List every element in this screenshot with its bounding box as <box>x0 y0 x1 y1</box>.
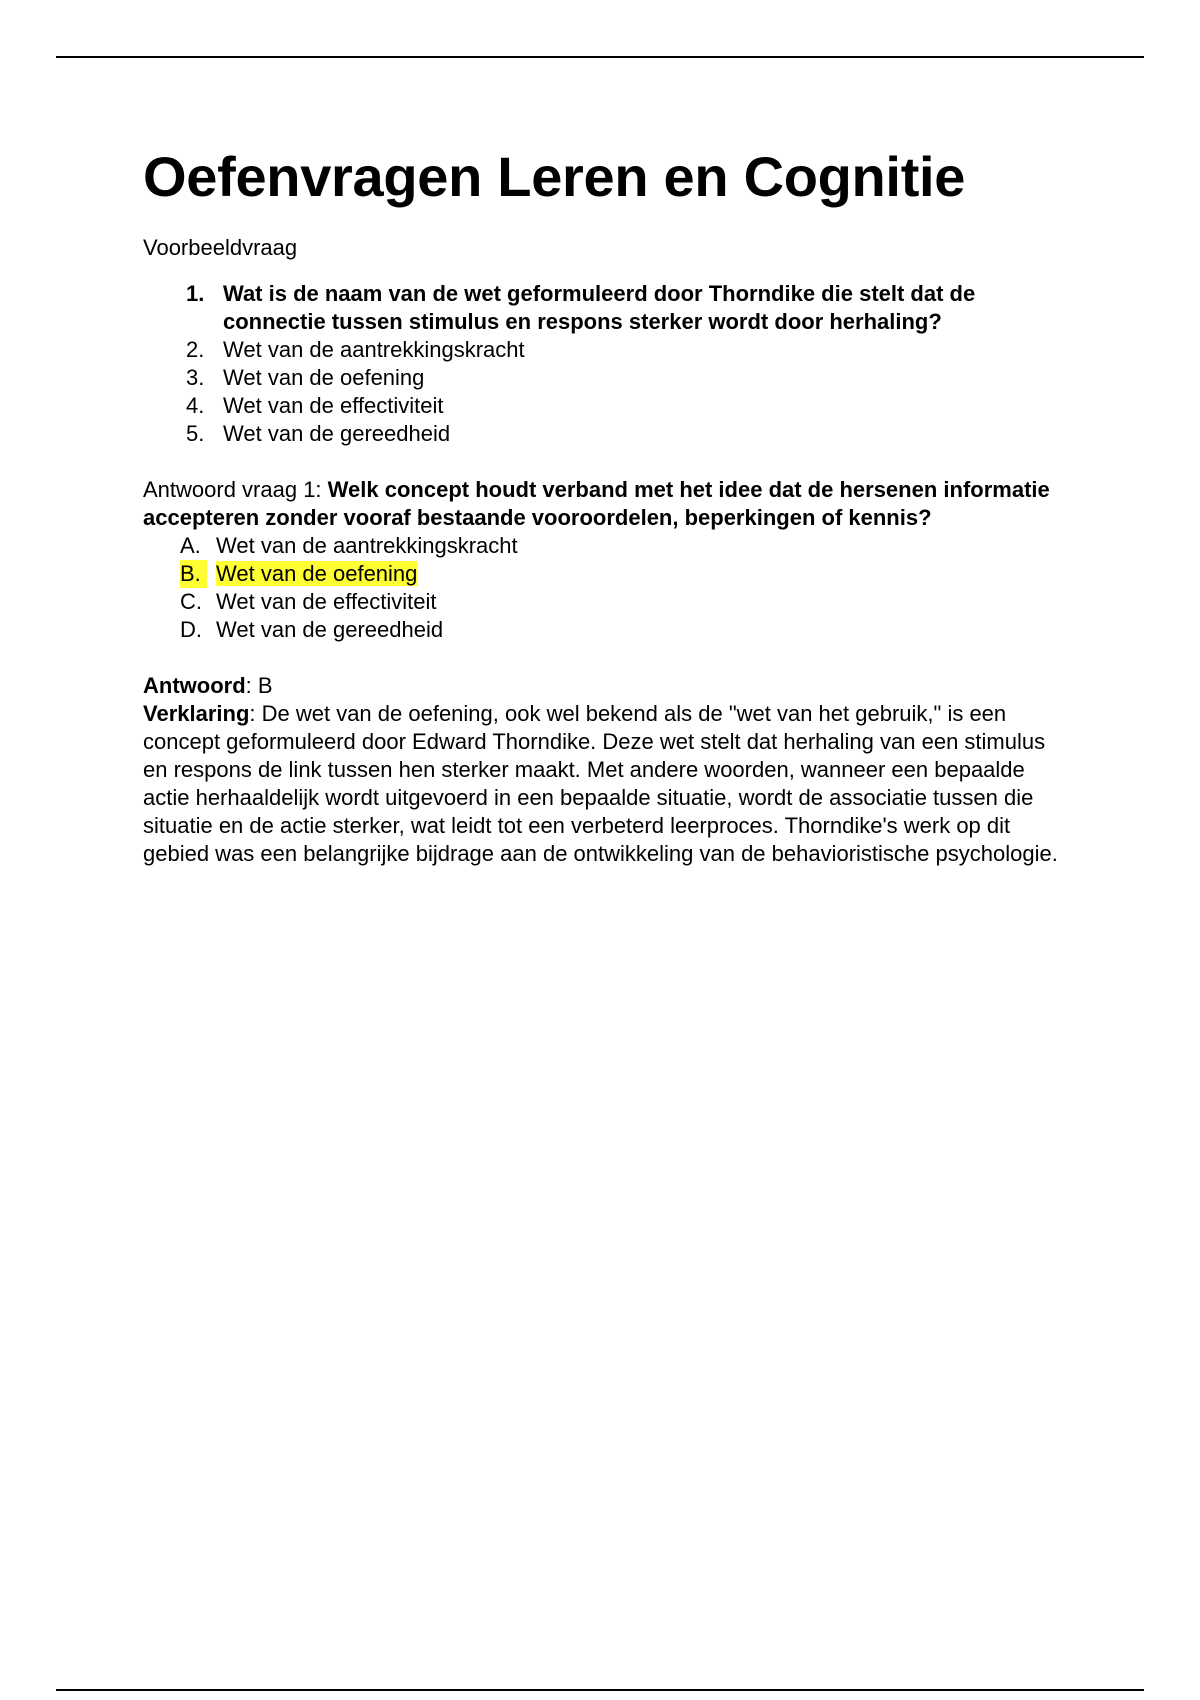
document-body <box>143 140 1063 868</box>
list-item-text: Wet van de gereedheid <box>223 421 451 446</box>
list-item <box>143 420 1063 448</box>
highlight-mark <box>180 561 418 586</box>
list-item <box>143 336 1063 364</box>
answer-value: : B <box>245 673 273 698</box>
list-number: 5. <box>186 421 205 446</box>
list-number: 3. <box>186 365 205 390</box>
list-item-text: Wet van de aantrekkingskracht <box>223 337 525 362</box>
result-block <box>143 672 1063 868</box>
answer-question-prefix: Antwoord vraag 1: <box>143 477 328 502</box>
option-letter: D. <box>180 617 202 642</box>
list-number: 2. <box>186 337 205 362</box>
option-letter: B. <box>180 560 207 588</box>
option-text: Wet van de oefening <box>216 561 418 586</box>
answer-question <box>143 476 1063 532</box>
list-item <box>143 392 1063 420</box>
option-text: Wet van de effectiviteit <box>216 589 437 614</box>
answer-line <box>143 672 1063 700</box>
answer-label: Antwoord <box>143 673 246 698</box>
intro-label: Voorbeeldvraag <box>143 235 298 260</box>
list-number: 4. <box>186 393 205 418</box>
option-item <box>180 532 1063 560</box>
footer-rule <box>56 1689 1144 1691</box>
option-item <box>180 588 1063 616</box>
list-item <box>143 280 1063 336</box>
list-item-text: Wat is de naam van de wet geformuleerd door Thorndike die stelt dat de connectie tussen stimulus en respons sterker wordt door herhaling? <box>223 281 976 334</box>
answer-question-text: Welk concept houdt verband met het idee dat de hersenen informatie accepteren zonder vooraf bestaande vooroordelen, beperkingen of kennis? <box>143 477 1050 530</box>
explanation-label: Verklaring <box>143 701 250 726</box>
header-rule <box>56 56 1144 58</box>
option-letter: C. <box>180 589 202 614</box>
option-letter: A. <box>180 533 201 558</box>
option-item <box>180 616 1063 644</box>
list-item-text: Wet van de oefening <box>223 365 425 390</box>
list-item-text: Wet van de effectiviteit <box>223 393 444 418</box>
list-item <box>143 364 1063 392</box>
option-item-highlighted <box>180 560 1063 588</box>
question-list <box>143 280 1063 448</box>
list-number: 1. <box>186 281 205 306</box>
explanation-paragraph <box>143 700 1063 868</box>
answer-question-block <box>143 476 1063 644</box>
option-text: Wet van de aantrekkingskracht <box>216 533 518 558</box>
option-text: Wet van de gereedheid <box>216 617 444 642</box>
options-list <box>143 532 1063 644</box>
explanation-text: : De wet van de oefening, ook wel bekend als de "wet van het gebruik," is een concept geformuleerd door Edward Thorndike. Deze wet stelt dat herhaling van een stimulus en respons de link tussen hen sterker maakt. Met andere woorden, wanneer een bepaalde actie herhaaldelijk wordt uitgevoerd in een bepaalde situatie, wordt de associatie tussen die situatie en de actie sterker, wat leidt tot een verbeterd leerproces. Thorndike's werk op dit gebied was een belangrijke bijdrage aan de ontwikkeling van de behavioristische psychologie. <box>143 701 1058 866</box>
page-title: Oefenvragen Leren en Cognitie <box>143 145 966 208</box>
